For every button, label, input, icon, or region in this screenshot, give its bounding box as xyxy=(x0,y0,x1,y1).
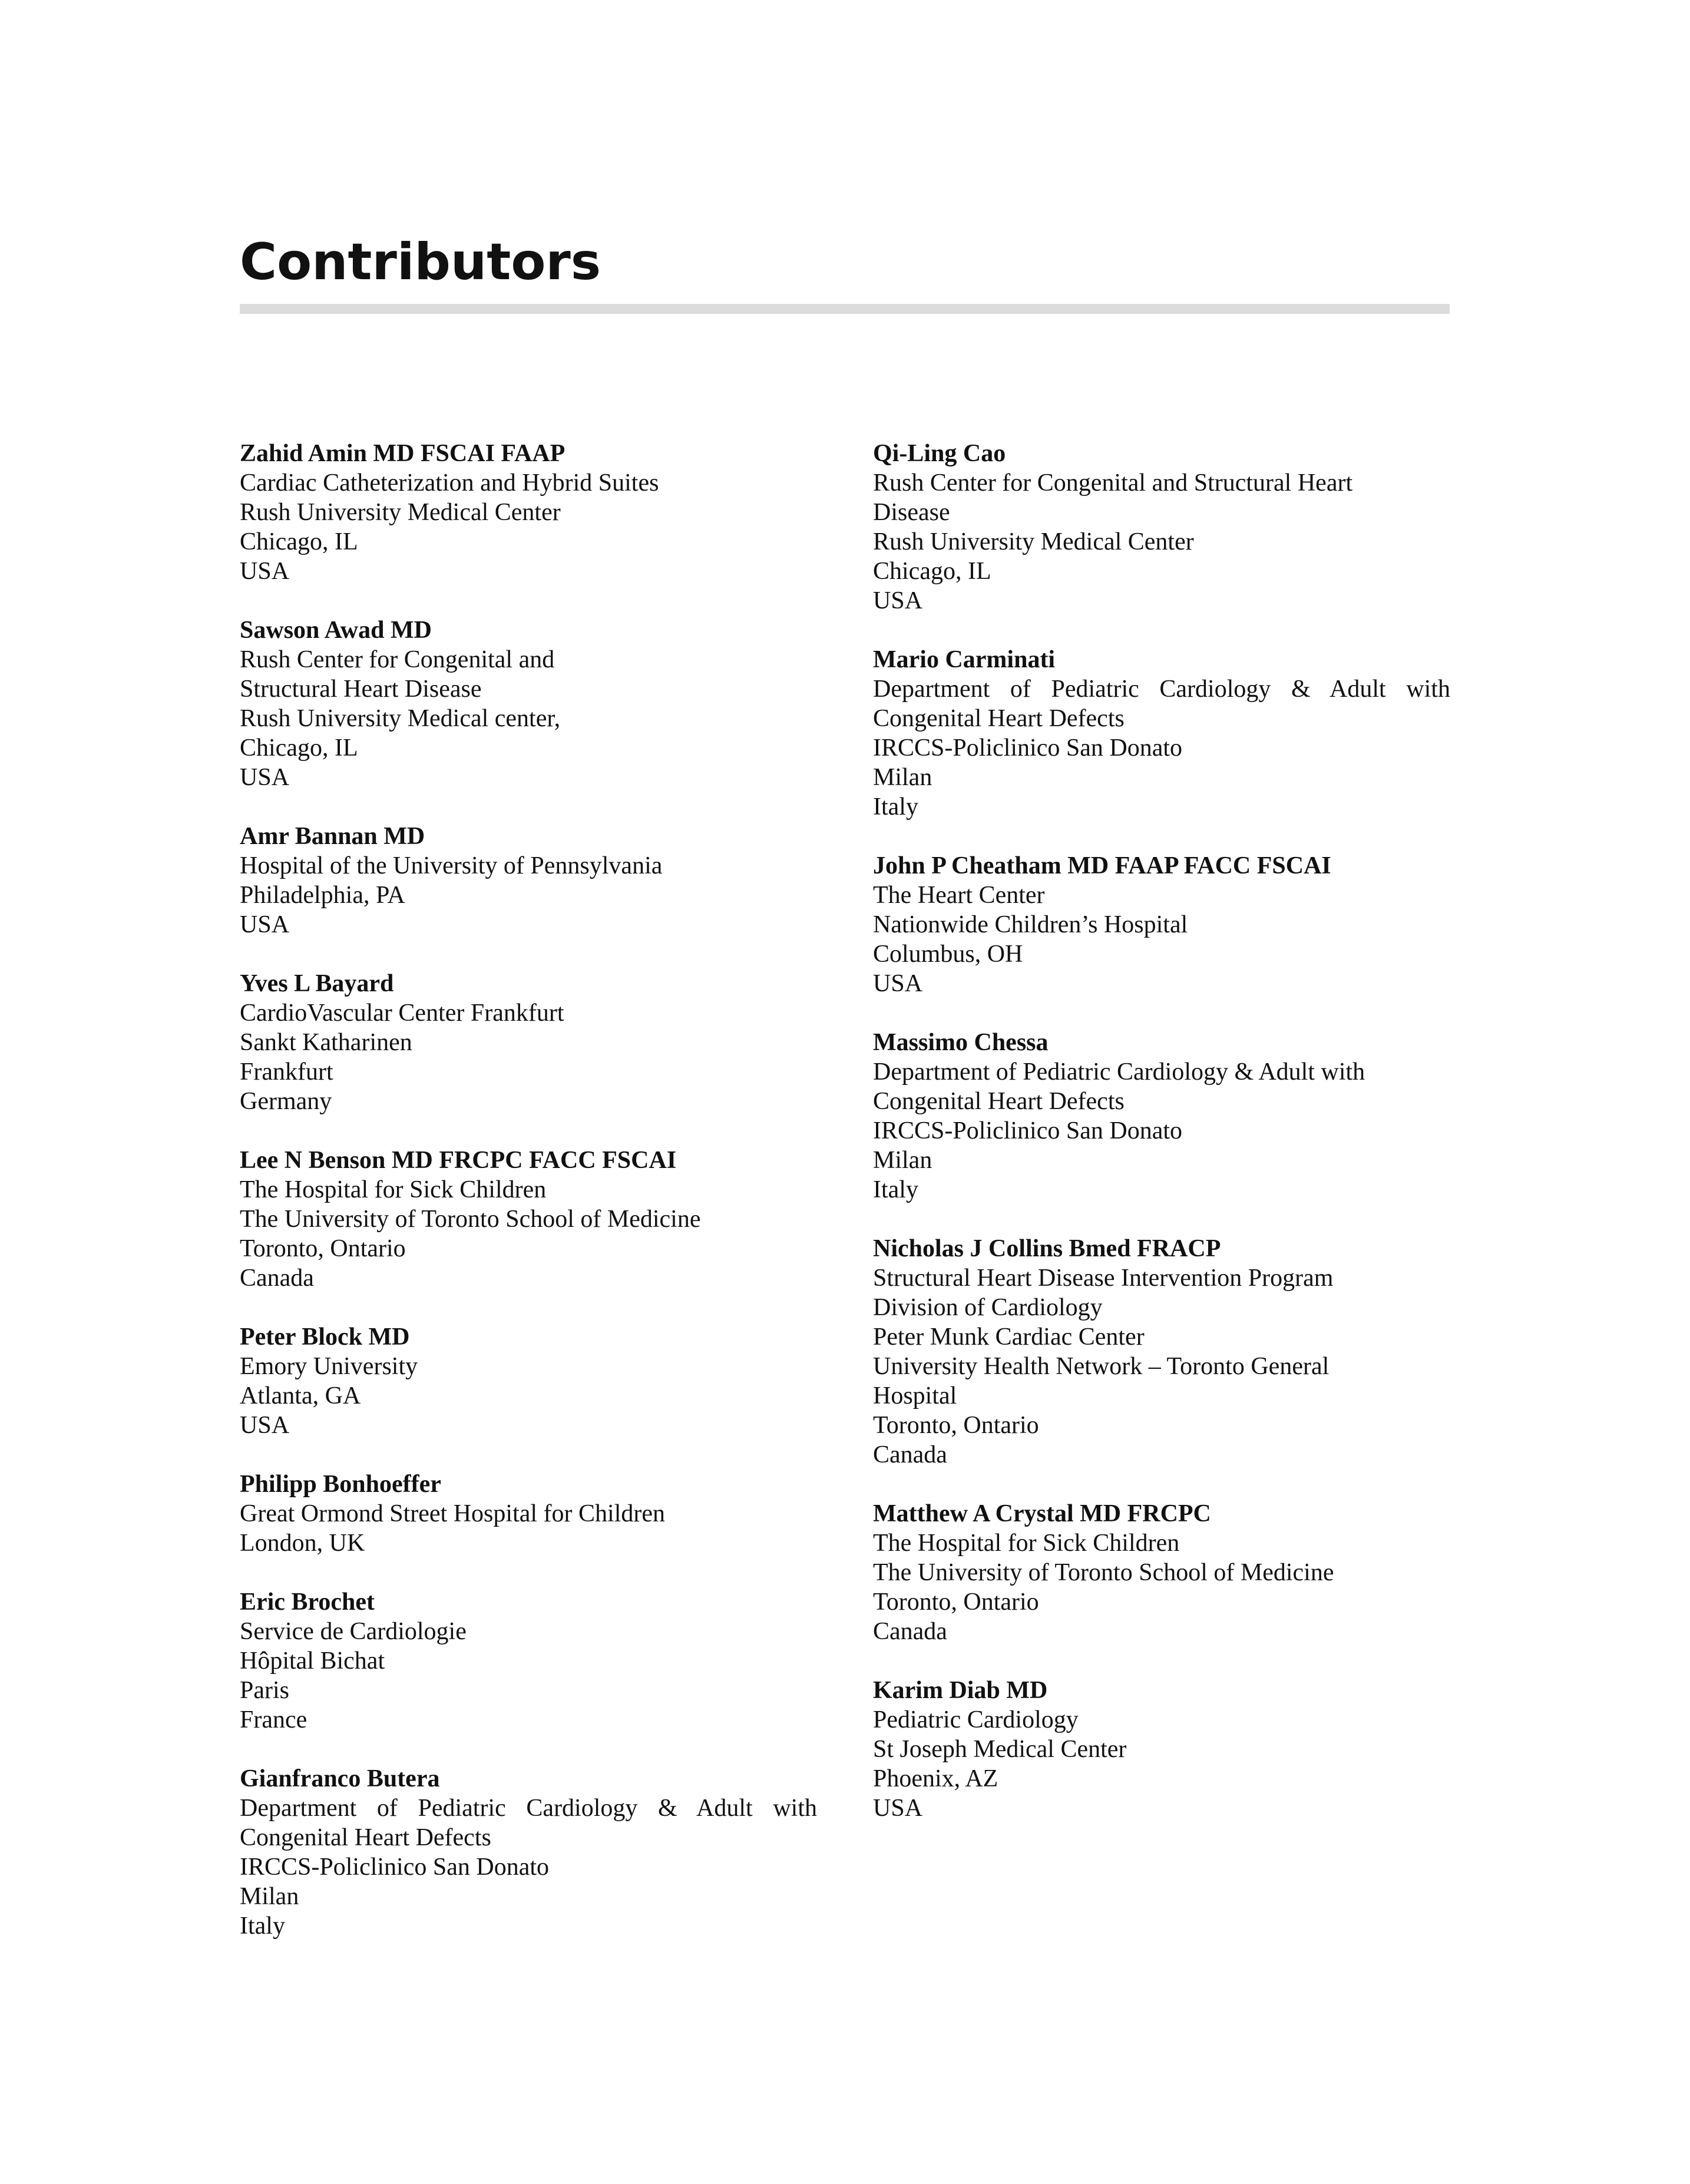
affiliation-line: Nationwide Children’s Hospital xyxy=(873,911,1188,938)
contributor-name: Gianfranco Butera xyxy=(240,1765,440,1792)
contributor-entry xyxy=(873,1499,1450,1646)
affiliation-line: Structural Heart Disease xyxy=(240,676,482,703)
contributor-name: Philipp Bonhoeffer xyxy=(240,1471,441,1498)
affiliation-line: Philadelphia, PA xyxy=(240,882,405,909)
contributor-name: Amr Bannan MD xyxy=(240,823,425,850)
affiliation-line: The Hospital for Sick Children xyxy=(240,1176,547,1203)
contributor-entry xyxy=(240,616,817,792)
affiliation-line: Division of Cardiology xyxy=(873,1294,1103,1321)
affiliation-line: USA xyxy=(873,1795,923,1822)
affiliation-line: Rush Center for Congenital and Structural Heart xyxy=(873,469,1353,497)
affiliation-line: IRCCS-Policlinico San Donato xyxy=(240,1854,549,1881)
affiliation-line: The University of Toronto School of Medicine xyxy=(873,1559,1334,1586)
contributor-entry xyxy=(873,1028,1450,1204)
affiliation-line: The University of Toronto School of Medicine xyxy=(240,1206,701,1233)
affiliation-line: Rush University Medical center, xyxy=(240,705,561,732)
contributor-entry xyxy=(240,1764,817,1941)
contributor-entry xyxy=(240,1322,817,1440)
affiliation-line: Hôpital Bichat xyxy=(240,1647,385,1675)
affiliation-line: Italy xyxy=(873,1176,918,1203)
affiliation-line: Peter Munk Cardiac Center xyxy=(873,1323,1145,1351)
contributor-name: Sawson Awad MD xyxy=(240,617,432,644)
contributor-name: Eric Brochet xyxy=(240,1589,375,1616)
contributor-name: Yves L Bayard xyxy=(240,970,394,997)
affiliation-line: University Health Network – Toronto General xyxy=(873,1353,1329,1380)
title-rule xyxy=(240,304,1450,314)
affiliation-line: London, UK xyxy=(240,1530,365,1557)
affiliation-line: Atlanta, GA xyxy=(240,1382,361,1409)
affiliation-line: Chicago, IL xyxy=(873,558,991,585)
contributor-entry xyxy=(873,1676,1450,1823)
contributor-name: Peter Block MD xyxy=(240,1323,410,1351)
affiliation-line: USA xyxy=(873,970,923,997)
affiliation-line: St Joseph Medical Center xyxy=(873,1736,1127,1763)
affiliation-line: Department of Pediatric Cardiology & Adult with xyxy=(873,676,1450,703)
affiliation-line: Paris xyxy=(240,1677,289,1704)
affiliation-line: Congenital Heart Defects xyxy=(240,1824,491,1851)
contributor-name: Matthew A Crystal MD FRCPC xyxy=(873,1500,1211,1527)
affiliation-line: Canada xyxy=(240,1265,314,1292)
affiliation-line: USA xyxy=(240,911,290,938)
page-title: Contributors xyxy=(240,233,601,292)
affiliation-line: France xyxy=(240,1706,307,1733)
contributor-entry xyxy=(873,851,1450,998)
affiliation-line: The Heart Center xyxy=(873,882,1045,909)
affiliation-line: Disease xyxy=(873,499,950,526)
contributor-name: Mario Carminati xyxy=(873,646,1056,673)
affiliation-line: IRCCS-Policlinico San Donato xyxy=(873,734,1182,762)
affiliation-line: Structural Heart Disease Intervention Program xyxy=(873,1265,1334,1292)
contributor-entry xyxy=(240,822,817,939)
affiliation-line: Italy xyxy=(240,1912,285,1940)
affiliation-line: Chicago, IL xyxy=(240,528,358,555)
affiliation-line: Emory University xyxy=(240,1353,418,1380)
affiliation-line: Great Ormond Street Hospital for Children xyxy=(240,1500,665,1527)
contributor-name: Zahid Amin MD FSCAI FAAP xyxy=(240,440,565,467)
affiliation-line: Chicago, IL xyxy=(240,734,358,762)
affiliation-line: IRCCS-Policlinico San Donato xyxy=(873,1117,1182,1144)
affiliation-line: The Hospital for Sick Children xyxy=(873,1530,1180,1557)
contributor-entry xyxy=(240,439,817,586)
contributor-name: Qi-Ling Cao xyxy=(873,440,1006,467)
contributor-name: Lee N Benson MD FRCPC FACC FSCAI xyxy=(240,1147,677,1174)
affiliation-line: Germany xyxy=(240,1088,332,1115)
affiliation-line: Sankt Katharinen xyxy=(240,1029,412,1056)
contributor-name: Karim Diab MD xyxy=(873,1677,1048,1704)
affiliation-line: Hospital of the University of Pennsylvania xyxy=(240,852,663,879)
affiliation-line: Canada xyxy=(873,1618,947,1645)
affiliation-line: Rush Center for Congenital and xyxy=(240,646,555,673)
affiliation-line: Hospital xyxy=(873,1382,957,1409)
contributor-entry xyxy=(873,1234,1450,1470)
affiliation-line: Toronto, Ontario xyxy=(873,1412,1039,1439)
affiliation-line: Pediatric Cardiology xyxy=(873,1706,1079,1733)
contributor-name: Nicholas J Collins Bmed FRACP xyxy=(873,1235,1221,1262)
affiliation-line: Frankfurt xyxy=(240,1058,333,1086)
affiliation-line: CardioVascular Center Frankfurt xyxy=(240,1000,564,1027)
affiliation-line: Congenital Heart Defects xyxy=(873,1088,1125,1115)
affiliation-line: Congenital Heart Defects xyxy=(873,705,1125,732)
contributor-entry xyxy=(873,645,1450,822)
affiliation-line: USA xyxy=(240,764,290,791)
affiliation-line: USA xyxy=(240,558,290,585)
affiliation-line: Rush University Medical Center xyxy=(240,499,561,526)
affiliation-line: Service de Cardiologie xyxy=(240,1618,467,1645)
affiliation-line: Department of Pediatric Cardiology & Adult with xyxy=(873,1058,1365,1086)
affiliation-line: Milan xyxy=(873,764,932,791)
affiliation-line: Milan xyxy=(873,1147,932,1174)
contributor-entry xyxy=(240,1470,817,1558)
affiliation-line: USA xyxy=(240,1412,290,1439)
contributor-entry xyxy=(873,439,1450,616)
affiliation-line: Rush University Medical Center xyxy=(873,528,1194,555)
contributor-entry xyxy=(240,1146,817,1293)
affiliation-line: Italy xyxy=(873,793,918,820)
affiliation-line: USA xyxy=(873,587,923,614)
contributor-entry xyxy=(240,1587,817,1735)
affiliation-line: Department of Pediatric Cardiology & Adult with xyxy=(240,1795,817,1822)
contributor-entry xyxy=(240,969,817,1116)
contributors-left-column xyxy=(240,439,817,1970)
affiliation-line: Toronto, Ontario xyxy=(240,1235,406,1262)
affiliation-line: Columbus, OH xyxy=(873,941,1023,968)
affiliation-line: Cardiac Catheterization and Hybrid Suites xyxy=(240,469,659,497)
affiliation-line: Milan xyxy=(240,1883,299,1910)
contributor-name: John P Cheatham MD FAAP FACC FSCAI xyxy=(873,852,1331,879)
affiliation-line: Canada xyxy=(873,1441,947,1468)
contributor-name: Massimo Chessa xyxy=(873,1029,1049,1056)
affiliation-line: Toronto, Ontario xyxy=(873,1589,1039,1616)
affiliation-line: Phoenix, AZ xyxy=(873,1765,998,1792)
contributors-right-column xyxy=(873,439,1450,1852)
